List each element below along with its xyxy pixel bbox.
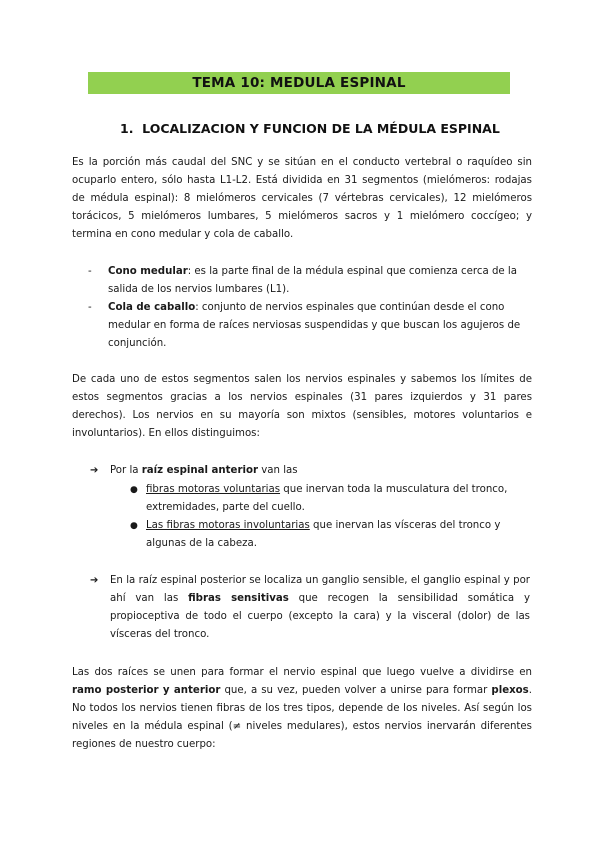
posterior-suffix: que recogen la sensibilidad somática y propioceptiva de todo el cuerpo (excepto la cara) y la visceral (dolor) de las vísceras del tronco.: [110, 593, 530, 640]
arrow-right-icon: ➔: [90, 575, 99, 586]
list-item: [88, 299, 528, 353]
page-title: TEMA 10: MEDULA ESPINAL: [88, 72, 510, 94]
closing-bold2: plexos: [491, 685, 529, 696]
dash-icon: -: [88, 302, 92, 313]
closing-bold1: ramo posterior y anterior: [72, 685, 221, 696]
anterior-bullets: [130, 481, 530, 553]
term-cola-de-caballo: Cola de caballo: [108, 302, 196, 313]
arrow-right-icon: ➔: [90, 465, 99, 476]
definition-text: : es la parte final de la médula espinal que comienza cerca de la salida de los nervios lumbares (L1).: [108, 266, 517, 295]
bullet-text: que inervan toda la musculatura del tronco, extremidades, parte del cuello.: [146, 484, 508, 513]
bullet-icon: ●: [130, 485, 138, 495]
underlined-term: fibras motoras voluntarias: [146, 484, 281, 495]
list-item: [130, 481, 530, 517]
definitions-list: [88, 263, 528, 353]
anterior-prefix: Por la: [110, 465, 142, 476]
segments-paragraph: De cada uno de estos segmentos salen los nervios espinales y sabemos los límites de estos segmentos gracias a los nervios espinales (31 pares izquierdos y 31 pares derechos). Los nervios en su mayoría son mixtos (sensibles, motores voluntarios e involuntarios). En ellos distinguimos:: [72, 374, 532, 439]
term-cono-medular: Cono medular: [108, 266, 188, 277]
definition-text: : conjunto de nervios espinales que continúan desde el cono medular en forma de raíces nerviosas suspendidas y que buscan los agujeros de conjunción.: [108, 302, 521, 349]
bullet-text: que inervan las vísceras del tronco y algunas de la cabeza.: [146, 520, 501, 549]
section-title: LOCALIZACION Y FUNCION DE LA MÉDULA ESPINAL: [142, 121, 500, 136]
anterior-suffix: van las: [258, 465, 298, 476]
anterior-root-text: [90, 462, 530, 480]
closing-paragraph: [72, 664, 532, 754]
posterior-prefix: En la raíz espinal posterior se localiza un ganglio sensible, el ganglio espinal y por ahí van las: [110, 575, 530, 604]
dash-icon: -: [88, 266, 92, 277]
closing-part3: . No todos los nervios tienen fibras de los tres tipos, depende de los niveles. Así según los niveles en la médula espinal (≠ niveles medulares), estos nervios inervarán diferentes regiones de nuestro cuerpo:: [72, 685, 532, 750]
bullet-icon: ●: [130, 521, 138, 531]
list-item: [130, 517, 530, 553]
posterior-root-text: [90, 572, 530, 644]
closing-part2: que, a su vez, pueden volver a unirse para formar: [220, 685, 492, 696]
list-item: [88, 263, 528, 299]
section-number: 1.: [120, 121, 134, 136]
posterior-bold: fibras sensitivas: [188, 593, 289, 604]
section-heading: [120, 121, 500, 136]
closing-part1: Las dos raíces se unen para formar el nervio espinal que luego vuelve a dividirse en: [72, 667, 532, 678]
anterior-root-item: [90, 462, 530, 480]
intro-paragraph: Es la porción más caudal del SNC y se sitúan en el conducto vertebral o raquídeo sin ocuparlo entero, sólo hasta L1-L2. Está dividida en 31 segmentos (mielómeros: rodajas de médula espinal): 8 mielómeros cervicales (7 vértebras cervicales), 12 mielómeros torácicos, 5 mielómeros lumbares, 5 mielómeros sacros y 1 mielómero coccígeo; y termina en cono medular y cola de caballo.: [72, 157, 532, 240]
underlined-term: Las fibras motoras involuntarias: [146, 520, 310, 531]
anterior-bold: raíz espinal anterior: [141, 465, 259, 476]
posterior-root-item: [90, 572, 530, 644]
